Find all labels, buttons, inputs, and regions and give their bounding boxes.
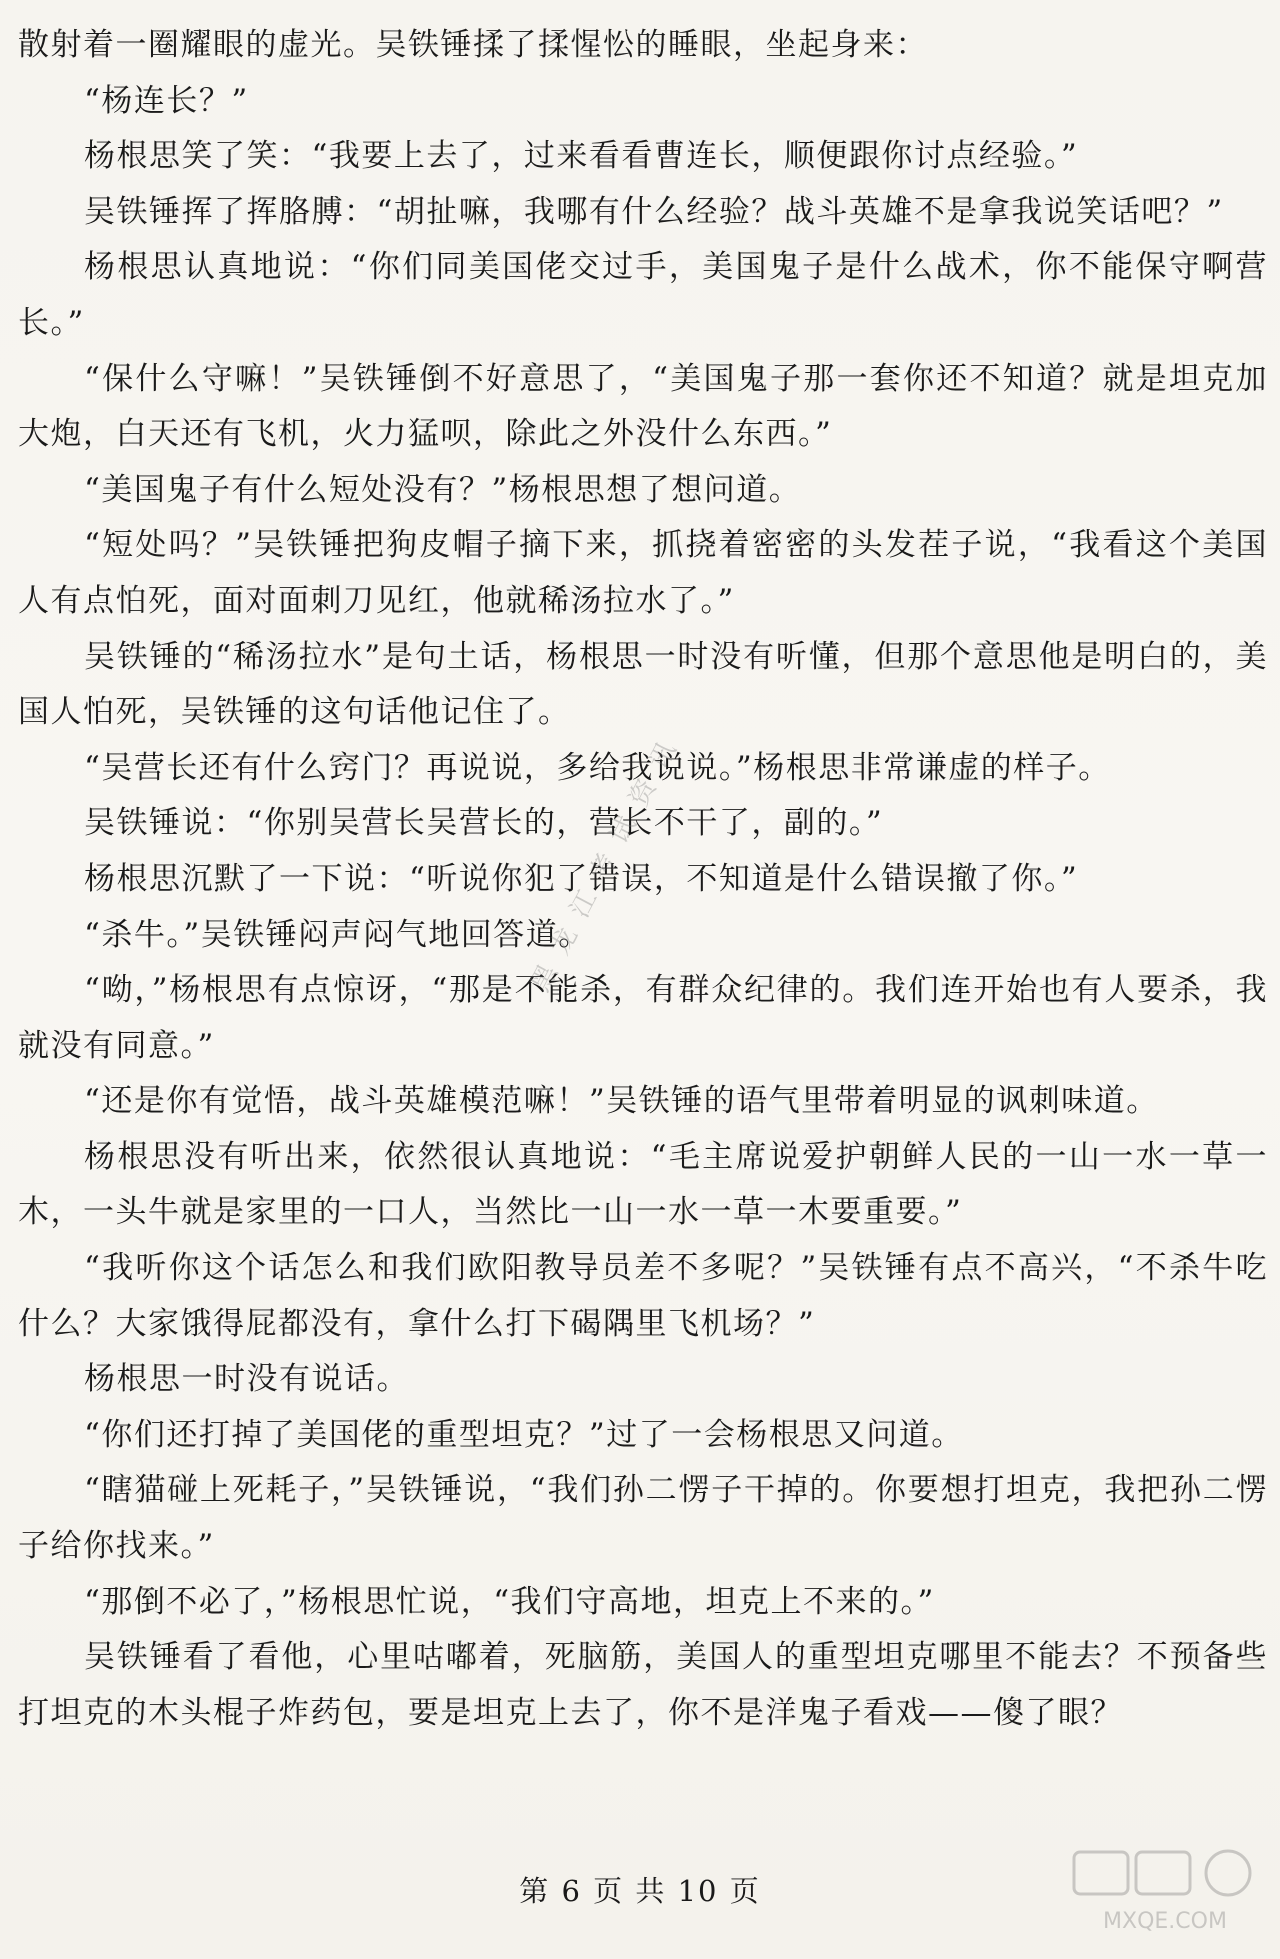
watermark-logo-icon	[1070, 1846, 1260, 1941]
paragraph: 杨根思认真地说：“你们同美国佬交过手，美国鬼子是什么战术，你不能保守啊营长。”	[18, 249, 1268, 341]
paragraph: 杨根思沉默了一下说：“听说你犯了错误，不知道是什么错误撤了你。”	[84, 860, 1079, 897]
watermark-logo-text: MXQE.COM	[1103, 1909, 1227, 1934]
paragraph: “我听你这个话怎么和我们欧阳教导员差不多呢？”吴铁锤有点不高兴，“不杀牛吃什么？大家饿得屁都没有，拿什么打下碣隅里飞机场？”	[18, 1250, 1268, 1342]
paragraph: “杨连长？”	[84, 82, 249, 119]
paragraph: “杀牛。”吴铁锤闷声闷气地回答道。	[84, 916, 591, 953]
paragraph: 吴铁锤的“稀汤拉水”是句土话，杨根思一时没有听懂，但那个意思他是明白的，美国人怕死，吴铁锤的这句话他记住了。	[18, 638, 1268, 731]
paragraph: “短处吗？”吴铁锤把狗皮帽子摘下来，抓挠着密密的头发茬子说，“我看这个美国人有点怕死，面对面刺刀见红，他就稀汤拉水了。”	[18, 527, 1268, 619]
paragraph: 杨根思笑了笑：“我要上去了，过来看看曹连长，顺便跟你讨点经验。”	[84, 138, 1079, 175]
body-text	[18, 18, 1268, 1741]
paragraph: 散射着一圈耀眼的虚光。吴铁锤揉了揉惺忪的睡眼，坐起身来：	[18, 27, 928, 63]
paragraph: 吴铁锤看了看他，心里咕嘟着，死脑筋，美国人的重型坦克哪里不能去？不预备些打坦克的木头棍子炸药包，要是坦克上去了，你不是洋鬼子看戏——傻了眼？	[18, 1639, 1268, 1731]
paragraph: 杨根思一时没有说话。	[84, 1361, 409, 1398]
paragraph: “呦，”杨根思有点惊讶，“那是不能杀，有群众纪律的。我们连开始也有人要杀，我就没有同意。”	[18, 972, 1268, 1064]
paragraph: “瞎猫碰上死耗子，”吴铁锤说，“我们孙二愣子干掉的。你要想打坦克，我把孙二愣子给你找来。”	[18, 1472, 1268, 1565]
page-footer: 第 6 页 共 10 页	[519, 1874, 761, 1908]
paragraph: “吴营长还有什么窍门？再说说，多给我说说。”杨根思非常谦虚的样子。	[84, 749, 1111, 786]
paragraph: “还是你有觉悟，战斗英雄模范嘛！”吴铁锤的语气里带着明显的讽刺味道。	[84, 1083, 1159, 1120]
paragraph: 吴铁锤说：“你别吴营长吴营长的，营长不干了，副的。”	[84, 805, 884, 842]
watermark-text: 黑龙江考试资讯	[525, 723, 690, 997]
paragraph: 吴铁锤挥了挥胳膊：“胡扯嘛，我哪有什么经验？战斗英雄不是拿我说笑话吧？”	[84, 193, 1224, 230]
paragraph: “美国鬼子有什么短处没有？”杨根思想了想问道。	[84, 471, 802, 508]
paragraph: “那倒不必了，”杨根思忙说，“我们守高地，坦克上不来的。”	[84, 1583, 935, 1620]
paragraph: “你们还打掉了美国佬的重型坦克？”过了一会杨根思又问道。	[84, 1416, 964, 1453]
paragraph: “保什么守嘛！”吴铁锤倒不好意思了，“美国鬼子那一套你还不知道？就是坦克加大炮，白天还有飞机，火力猛呗，除此之外没什么东西。”	[18, 360, 1268, 453]
paragraph: 杨根思没有听出来，依然很认真地说：“毛主席说爱护朝鲜人民的一山一水一草一木，一头牛就是家里的一口人，当然比一山一水一草一木要重要。”	[18, 1138, 1268, 1231]
